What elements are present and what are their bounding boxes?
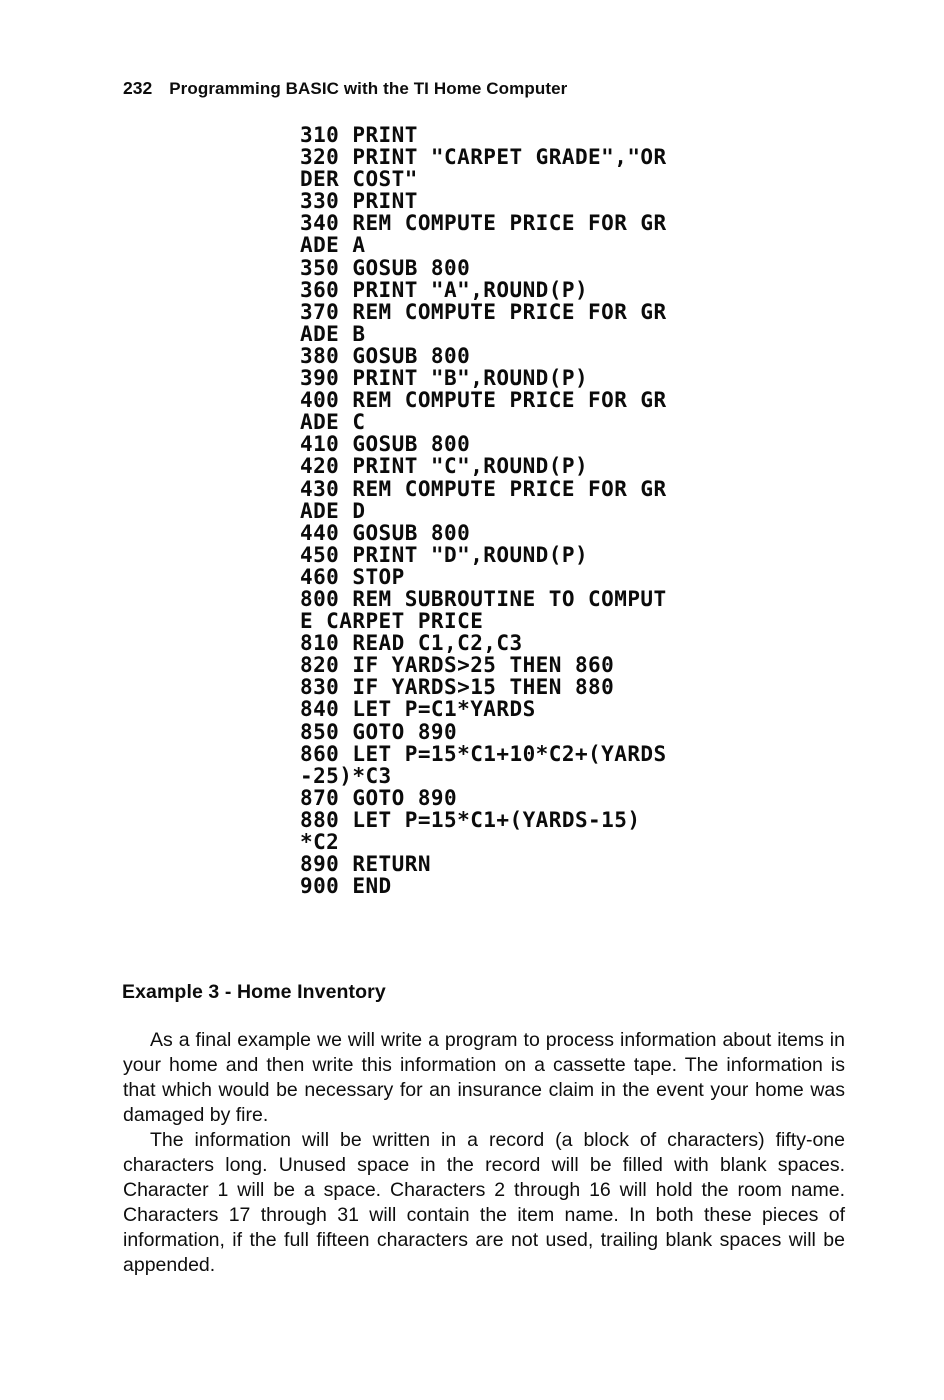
code-line: 800 REM SUBROUTINE TO COMPUT bbox=[300, 586, 667, 611]
code-line: 400 REM COMPUTE PRICE FOR GR bbox=[300, 388, 667, 413]
code-line: 860 LET P=15*C1+10*C2+(YARDS bbox=[300, 741, 667, 766]
code-line: 840 LET P=C1*YARDS bbox=[300, 697, 536, 722]
code-line: 420 PRINT "C",ROUND(P) bbox=[300, 454, 589, 479]
code-line: 810 READ C1,C2,C3 bbox=[300, 631, 523, 656]
code-line: 390 PRINT "B",ROUND(P) bbox=[300, 366, 589, 391]
section-heading: Example 3 - Home Inventory bbox=[122, 981, 386, 1003]
code-line: 370 REM COMPUTE PRICE FOR GR bbox=[300, 299, 667, 324]
page-header bbox=[123, 78, 567, 99]
code-line: 820 IF YARDS>25 THEN 860 bbox=[300, 653, 615, 678]
code-line: 310 PRINT bbox=[300, 123, 418, 147]
code-line: 440 GOSUB 800 bbox=[300, 520, 471, 545]
paragraph: As a final example we will write a program to process information about items in your home and then write this information on a cassette tape. The information is that which would be necessary for an insurance claim in the event your home was damaged by fire. bbox=[123, 1029, 845, 1126]
code-line: 350 GOSUB 800 bbox=[300, 255, 471, 280]
page-number: 232 bbox=[123, 78, 153, 98]
code-line: 460 STOP bbox=[300, 564, 405, 589]
code-line: 430 REM COMPUTE PRICE FOR GR bbox=[300, 476, 667, 501]
code-line: 900 END bbox=[300, 874, 392, 899]
code-line: 890 RETURN bbox=[300, 852, 431, 877]
code-line: 330 PRINT bbox=[300, 189, 418, 214]
code-line: 320 PRINT "CARPET GRADE","OR bbox=[300, 145, 667, 170]
code-line: 850 GOTO 890 bbox=[300, 719, 458, 744]
code-line: ADE C bbox=[300, 410, 366, 435]
code-line: *C2 bbox=[300, 830, 340, 854]
code-line: 870 GOTO 890 bbox=[300, 785, 458, 810]
code-line: DER COST" bbox=[300, 167, 418, 192]
code-line: 340 REM COMPUTE PRICE FOR GR bbox=[300, 211, 667, 236]
basic-code-listing bbox=[300, 124, 667, 897]
code-line: E CARPET PRICE bbox=[300, 609, 484, 634]
code-line: ADE D bbox=[300, 498, 366, 523]
code-line: 410 GOSUB 800 bbox=[300, 432, 471, 457]
code-line: -25)*C3 bbox=[300, 763, 392, 788]
code-line: 830 IF YARDS>15 THEN 880 bbox=[300, 675, 615, 700]
code-line: 450 PRINT "D",ROUND(P) bbox=[300, 542, 589, 567]
code-line: 880 LET P=15*C1+(YARDS-15) bbox=[300, 807, 641, 832]
code-line: ADE A bbox=[300, 233, 366, 258]
running-title: Programming BASIC with the TI Home Computer bbox=[169, 79, 568, 98]
code-line: 360 PRINT "A",ROUND(P) bbox=[300, 277, 589, 302]
code-line: 380 GOSUB 800 bbox=[300, 343, 471, 368]
paragraph: The information will be written in a record (a block of characters) fifty-one characters long. Unused space in the record will be filled with blank spaces. Character 1 will be a space. Characters 2 through 16 will hold the room name. Characters 17 through 31 will contain the item name. In both these pieces of information, if the full fifteen characters are not used, trailing blank spaces will be appended. bbox=[123, 1129, 845, 1276]
body-text bbox=[123, 1028, 845, 1278]
code-line: ADE B bbox=[300, 321, 366, 346]
